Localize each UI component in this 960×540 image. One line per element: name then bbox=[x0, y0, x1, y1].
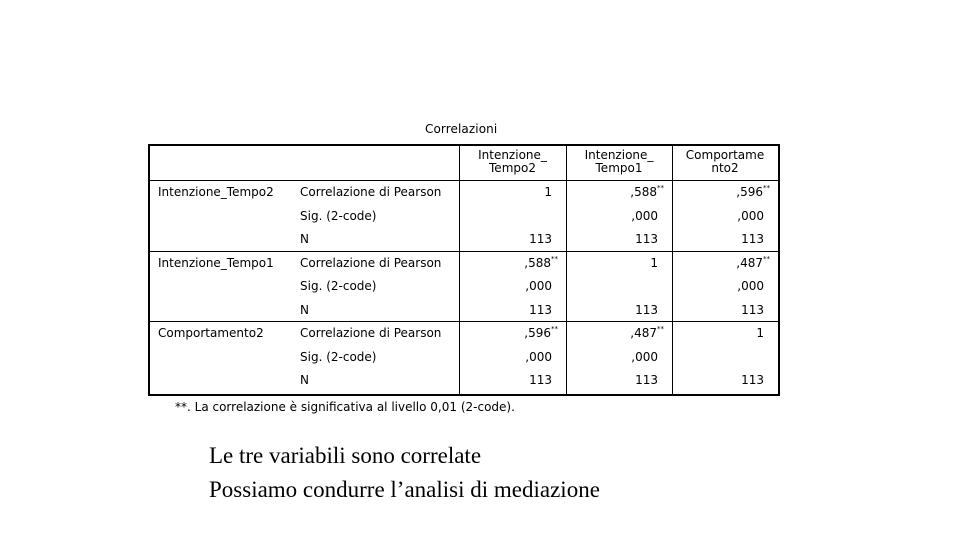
group-divider bbox=[150, 321, 778, 322]
table-cell: 1 bbox=[756, 326, 764, 340]
table-cell: ,596** bbox=[524, 325, 558, 340]
table-footnote: **. La correlazione è significativa al livello 0,01 (2-code). bbox=[175, 400, 515, 414]
column-divider bbox=[566, 146, 567, 394]
stat-label: Correlazione di Pearson bbox=[300, 255, 442, 270]
significance-marker: ** bbox=[657, 325, 664, 333]
column-divider bbox=[459, 146, 460, 394]
table-cell: ,000 bbox=[737, 279, 764, 293]
table-cell: 113 bbox=[529, 302, 552, 317]
caption-line-1: Le tre variabili sono correlate bbox=[209, 443, 482, 468]
row-variable-label: Intenzione_Tempo1 bbox=[158, 255, 274, 270]
table-title: Correlazioni bbox=[425, 122, 498, 136]
group-divider bbox=[150, 251, 778, 252]
column-divider bbox=[672, 146, 673, 394]
caption-line-2: Possiamo condurre l’analisi di mediazione bbox=[209, 477, 600, 502]
header-divider bbox=[150, 180, 778, 181]
column-header: Comportame nto2 bbox=[685, 148, 765, 175]
significance-marker: ** bbox=[657, 184, 664, 192]
table-cell: 113 bbox=[529, 373, 552, 387]
table-cell: 113 bbox=[741, 302, 764, 317]
column-header: Intenzione_ Tempo2 bbox=[478, 148, 547, 175]
stat-label: N bbox=[300, 373, 309, 387]
row-variable-label: Intenzione_Tempo2 bbox=[158, 185, 274, 199]
table-cell: 1 bbox=[650, 255, 658, 270]
table-cell: ,588** bbox=[524, 254, 558, 270]
table-cell: 113 bbox=[741, 232, 764, 246]
stat-label: Sig. (2-code) bbox=[300, 279, 377, 293]
table-cell: ,487** bbox=[736, 254, 770, 270]
significance-marker: ** bbox=[551, 254, 558, 263]
table-cell: ,487** bbox=[630, 325, 664, 340]
table-cell: ,588** bbox=[630, 184, 664, 199]
significance-marker: ** bbox=[551, 325, 558, 333]
table-cell: ,596** bbox=[736, 184, 770, 199]
table-cell: ,000 bbox=[631, 208, 658, 223]
stat-label: N bbox=[300, 232, 309, 246]
column-header: Intenzione_ Tempo1 bbox=[584, 148, 654, 175]
table-cell: ,000 bbox=[525, 279, 552, 293]
stat-label: Sig. (2-code) bbox=[300, 208, 377, 223]
stat-label: N bbox=[300, 302, 309, 317]
correlation-table bbox=[148, 144, 780, 396]
table-cell: 113 bbox=[741, 373, 764, 387]
table-cell: 1 bbox=[544, 185, 552, 199]
table-cell: 113 bbox=[635, 302, 658, 317]
stat-label: Correlazione di Pearson bbox=[300, 185, 442, 199]
table-cell: 113 bbox=[529, 232, 552, 246]
stat-label: Sig. (2-code) bbox=[300, 349, 377, 364]
table-cell: ,000 bbox=[631, 349, 658, 364]
stat-label: Correlazione di Pearson bbox=[300, 326, 442, 340]
table-cell: 113 bbox=[635, 373, 658, 387]
significance-marker: ** bbox=[763, 184, 770, 192]
table-cell: ,000 bbox=[525, 349, 552, 364]
table-cell: 113 bbox=[635, 232, 658, 246]
row-variable-label: Comportamento2 bbox=[158, 326, 264, 340]
significance-marker: ** bbox=[763, 254, 770, 263]
table-cell: ,000 bbox=[737, 208, 764, 223]
